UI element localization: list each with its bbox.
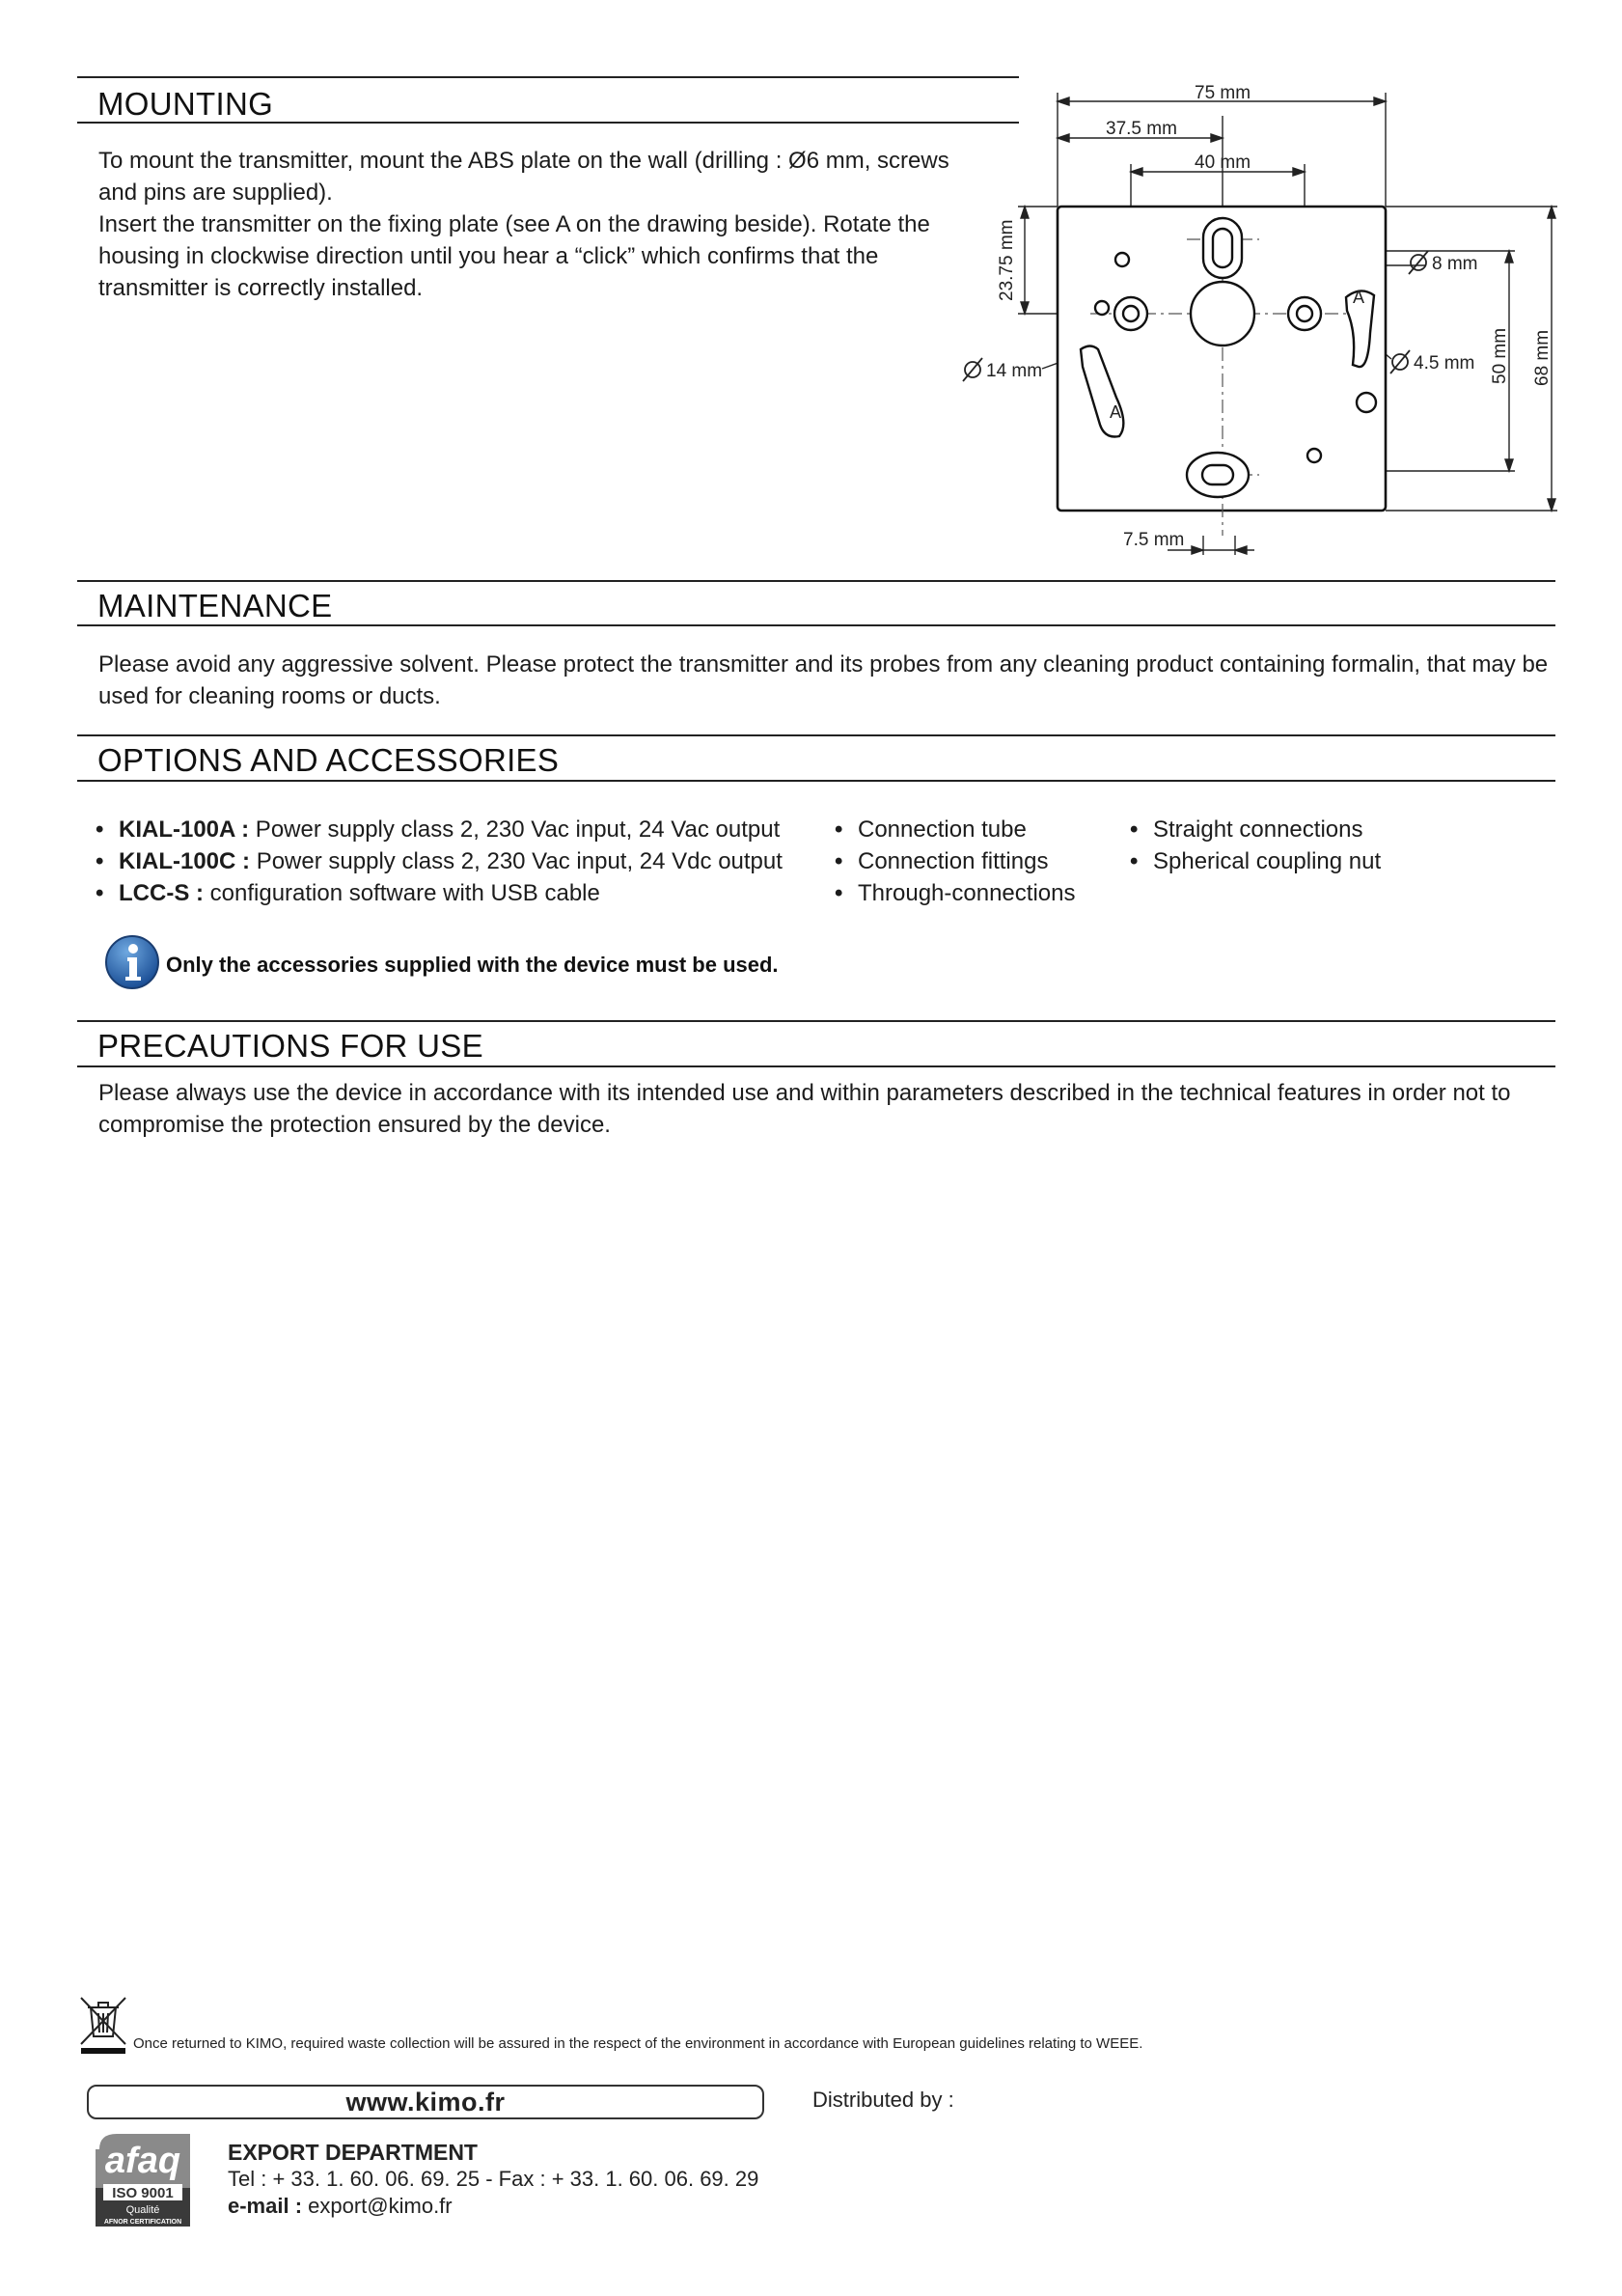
crossed-bin-icon (77, 1994, 129, 2056)
mounting-plate-drawing (955, 77, 1573, 569)
section-bottom-rule (77, 780, 1555, 782)
accessories-note: Only the accessories supplied with the device must be used. (166, 953, 779, 977)
options-list-connections (835, 814, 1075, 909)
dim-diameter-4-5mm: 4.5 mm (1414, 353, 1475, 373)
phone-fax: Tel : + 33. 1. 60. 06. 69. 25 - Fax : + 33. 1. 60. 06. 69. 29 (228, 2167, 759, 2191)
section-top-rule (77, 1020, 1555, 1022)
list-item (96, 845, 783, 877)
section-top-rule (77, 76, 1019, 78)
mounting-paragraph-1: To mount the transmitter, mount the ABS plate on the wall (drilling : Ø6 mm, screws and pins are supplied). (98, 148, 949, 206)
info-icon (104, 934, 160, 990)
email-label: e-mail : (228, 2194, 303, 2218)
option-code: KIAL-100C : (119, 848, 251, 874)
section-heading-options: OPTIONS AND ACCESSORIES (97, 742, 560, 778)
maintenance-text: Please avoid any aggressive solvent. Please protect the transmitter and its probes from any cleaning product containing formalin, that may be used for cleaning rooms or ducts. (98, 651, 1549, 709)
dim-68mm: 68 mm (1532, 329, 1553, 386)
dim-40mm: 40 mm (1195, 152, 1251, 173)
options-list-fittings (1130, 814, 1381, 877)
logo-afnor: AFNOR CERTIFICATION (103, 2219, 182, 2226)
list-item (96, 814, 783, 845)
weee-notice: Once returned to KIMO, required waste collection will be assured in the respect of the environment in accordance with European guidelines relating to WEEE. (133, 2035, 1143, 2052)
list-item: • Connection fittings (835, 845, 1075, 877)
logo-quality: Qualité (125, 2204, 160, 2216)
option-desc: Power supply class 2, 230 Vac input, 24 Vac output (249, 816, 781, 843)
distributed-by-label: Distributed by : (812, 2088, 954, 2112)
dim-75mm: 75 mm (1195, 83, 1251, 103)
marker-a-left: A (1110, 402, 1122, 422)
option-code: KIAL-100A : (119, 816, 250, 843)
list-item: • Through-connections (835, 877, 1075, 909)
list-item: • Straight connections (1130, 814, 1381, 845)
section-bottom-rule (77, 122, 1019, 124)
dim-7-5mm: 7.5 mm (1123, 530, 1185, 550)
mounting-paragraph-2: Insert the transmitter on the fixing plate (see A on the drawing beside). Rotate the housing in clockwise direction until you hear a “click” which confirms that the transmitter is correctly installed. (98, 211, 930, 301)
section-heading-precautions: PRECAUTIONS FOR USE (97, 1028, 483, 1064)
dim-37-5mm: 37.5 mm (1106, 119, 1177, 139)
email-line (228, 2192, 453, 2221)
list-item (96, 877, 783, 909)
afaq-logo (90, 2130, 196, 2230)
mounting-text (98, 145, 986, 304)
option-code: LCC-S : (119, 880, 204, 906)
logo-word: afaq (104, 2141, 181, 2181)
dim-50mm: 50 mm (1490, 327, 1510, 384)
list-item: • Connection tube (835, 814, 1075, 845)
dim-23-75mm: 23.75 mm (997, 219, 1017, 301)
section-heading-maintenance: MAINTENANCE (97, 588, 333, 623)
option-desc: configuration software with USB cable (203, 880, 600, 906)
export-department: EXPORT DEPARTMENT (228, 2140, 478, 2165)
email-link[interactable]: export@kimo.fr (302, 2194, 453, 2218)
list-item: • Spherical coupling nut (1130, 845, 1381, 877)
dim-diameter-14mm: 14 mm (986, 361, 1043, 381)
dim-diameter-8mm: 8 mm (1432, 254, 1478, 274)
options-list-power (96, 814, 783, 909)
precautions-text: Please always use the device in accordance with its intended use and within parameters described in the technical features in order not to compromise the protection ensured by the device. (98, 1080, 1511, 1138)
option-desc: Power supply class 2, 230 Vac input, 24 Vdc output (250, 848, 783, 874)
section-heading-mounting: MOUNTING (97, 86, 274, 122)
section-bottom-rule (77, 624, 1555, 626)
marker-a-right: A (1353, 288, 1365, 307)
logo-iso: ISO 9001 (112, 2185, 174, 2201)
section-top-rule (77, 734, 1555, 736)
website-link[interactable]: www.kimo.fr (87, 2085, 764, 2119)
section-top-rule (77, 580, 1555, 582)
section-bottom-rule (77, 1065, 1555, 1067)
